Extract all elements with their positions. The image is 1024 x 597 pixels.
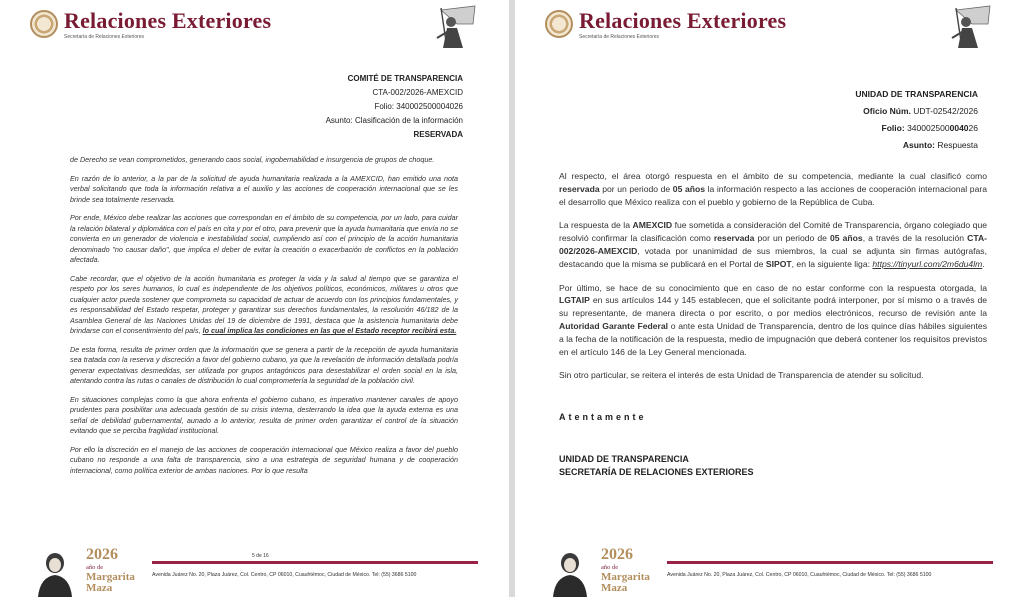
paragraph — [559, 170, 987, 208]
year-label: 2026 — [601, 546, 633, 563]
text: La respuesta de la — [559, 220, 630, 231]
year-label: 2026 — [86, 546, 118, 563]
document-page-right — [515, 0, 1024, 597]
document-metadata — [855, 86, 978, 154]
document-page-left — [0, 0, 509, 597]
text: , a través de la resolución — [862, 233, 965, 244]
asunto-line — [855, 137, 978, 154]
emphasized-text: reservada — [713, 233, 755, 244]
page-footer — [0, 542, 509, 597]
text: por un periodo de — [602, 183, 671, 194]
flag-bearer-emblem-icon — [427, 2, 479, 50]
paragraph — [70, 274, 458, 337]
brand-subtitle: Secretaría de Relaciones Exteriores — [64, 34, 145, 40]
flag-bearer-emblem-icon — [942, 2, 994, 50]
emphasized-text: lo cual implica las condiciones en las que el Estado receptor recibirá esta. — [202, 326, 457, 335]
brand-subtitle: Secretaría de Relaciones Exteriores — [579, 34, 660, 40]
body-text-left — [70, 155, 458, 484]
oficio-value: UDT-02542/2026 — [913, 106, 978, 116]
paragraph — [559, 219, 987, 270]
paragraph: de Derecho se vean comprometidos, generando caos social, ingobernabilidad e insurgencia de grupos de choque. — [70, 155, 435, 164]
honoree-first: Margarita — [86, 571, 135, 583]
text: por un periodo de — [757, 233, 827, 244]
text: en sus artículos 144 y 145 establecen, que el solicitante podrá interponer, por sí mismo o a través de su representante, de manera directa o por escrito, o por medios electrónicos, recurso de revisión ante la — [559, 295, 987, 319]
brand-title: Relaciones Exteriores — [579, 8, 787, 33]
text: , en la siguiente liga: — [791, 258, 871, 269]
page-footer — [515, 542, 1024, 597]
honoree-last: Maza — [601, 582, 628, 594]
text: fue sometida a consideración del Comité de Transparencia, órgano colegiado que resolvió confirmar la clasificación como — [559, 220, 988, 244]
footer-divider — [667, 561, 993, 564]
eagle-seal-icon — [545, 10, 573, 38]
brand-title: Relaciones Exteriores — [64, 8, 272, 33]
text: , votada por unanimidad de sus miembros, la cual se adjunta sin firmas autógrafas, destacando que la misma se publicará en el Portal de — [559, 245, 987, 269]
folio-post: 26 — [968, 123, 978, 133]
margarita-maza-portrait-icon — [549, 549, 591, 597]
year-honoree — [86, 572, 135, 594]
folio-pre: 340002500 — [907, 123, 950, 133]
folio-label: Folio: — [881, 123, 905, 133]
signature-ministry: SECRETARÍA DE RELACIONES EXTERIORES — [559, 467, 754, 477]
letterhead — [0, 0, 509, 50]
document-metadata — [326, 72, 463, 142]
year-subtitle: año de — [601, 564, 619, 571]
text: . — [982, 258, 985, 269]
asunto-value: Respuesta — [937, 140, 978, 150]
emphasized-text: LGTAIP — [559, 295, 590, 306]
unit-name: UNIDAD DE TRANSPARENCIA — [855, 89, 978, 99]
paragraph: En situaciones complejas como la que ahora enfrenta el gobierno cubano, es imperativo mantener canales de apoyo prudentes para posibilitar una adecuada gestión de su crisis interna, desterrando la idea que la ayuda externa es una señal de debilidad gubernamental, aunado a lo anterior, resulta de primer orden garantizar el control de la situación evitando que se perciba fragilidad institucional. — [70, 394, 458, 435]
paragraph-text: Cabe recordar, que el objetivo de la acción humanitaria es proteger la vida y la salud al tiempo que se garantiza el respeto por los seres humanos, lo cual es independiente de los objetivos políticos, económicos, militares u otros que cualquier actor pueda sostener que comprometa su capacidad de actuar de acuerdo con los principios fundamentales, y es responsabilidad del Estado respetar, proteger y garantizar sus derechos fundamentales, la resolución 46/182 de la Asamblea General de las Naciones Unidas del 19 de diciembre de 1991, destaca que la asistencia humanitaria debe brindarse con el consentimiento del país, — [70, 273, 458, 335]
footer-address: Avenida Juárez No. 20, Plaza Juárez, Col. Centro, CP 06010, Cuauhtémoc, Ciudad de México. Tel: (55) 3686 5100 — [667, 572, 932, 578]
signature-block — [559, 453, 754, 479]
paragraph: De esta forma, resulta de primer orden que la información que se genera a partir de la recepción de ayuda humanitaria sea tratada con la reserva y discreción a favor del gobierno cubano, ya que la revelación de información detallada podría generar expectativas desmedidas, ser utilizada por grupos antagónicos para desestabilizar el orden social en la isla, atentando contra las rutas o canales de distribución lo cual comprometería la seguridad de la población civil. — [70, 344, 458, 385]
closing-salutation: Atentamente — [559, 412, 647, 422]
text: Por último, se hace de su conocimiento que en caso de no estar conforme con la respuesta otorgada, la — [559, 282, 987, 293]
emphasized-text: SIPOT — [765, 258, 792, 269]
footer-address: Avenida Juárez No. 20, Plaza Juárez, Col. Centro, CP 06010, Cuauhtémoc, Ciudad de México. Tel: (55) 3686 5100 — [152, 572, 417, 578]
text: Al respecto, el área otorgó respuesta en el ámbito de su competencia, mediante la cual clasificó como — [559, 171, 987, 181]
margarita-maza-portrait-icon — [34, 549, 76, 597]
page-number: 5 de 16 — [252, 553, 269, 559]
committee-name: COMITÉ DE TRANSPARENCIA — [347, 74, 463, 83]
folio-number: Folio: 340002500004026 — [374, 102, 463, 111]
emphasized-text: reservada — [559, 183, 600, 194]
sipot-link[interactable]: https://tinyurl.com/2m6du4lm — [872, 258, 983, 269]
resolution-number: CTA-002/2026-AMEXCID — [372, 88, 463, 97]
folio-bold: 0040 — [949, 123, 969, 133]
paragraph — [559, 282, 987, 359]
body-text-right — [559, 170, 987, 393]
paragraph: En razón de lo anterior, a la par de la solicitud de ayuda humanitaria realizada a la AMEXCID, han emitido una nota verbal solicitando que toda la información relativa a el auxilio y las acciones de cooperación internacional que se les brinde sea totalmente reservada. — [70, 173, 458, 204]
asunto-label: Asunto: — [902, 140, 935, 150]
emphasized-text: AMEXCID — [632, 220, 673, 231]
paragraph: Por ello la discreción en el manejo de las acciones de cooperación internacional que México realiza a favor del pueblo cubano no responde a una falta de transparencia, sino a una estrategia de seguridad humana y de cooperación internacional, como política exterior de ambas naciones. Por lo que resulta — [70, 444, 458, 475]
emphasized-text: 05 años — [672, 183, 706, 194]
emphasized-text: CTA-002/2026-AMEXCID — [559, 233, 988, 256]
year-honoree — [601, 572, 650, 594]
paragraph: Sin otro particular, se reitera el interés de esta Unidad de Transparencia de atender su solicitud. — [559, 370, 924, 381]
subject-line: Asunto: Clasificación de la información — [325, 116, 463, 125]
year-subtitle: año de — [86, 564, 104, 571]
paragraph: Por ende, México debe realizar las acciones que correspondan en el ámbito de su competencia, por un lado, para cuidar la relación bilateral y diplomática con el país en cita y por el otro, para prevenir que la ayuda humanitaria que envía no se convierta en un generador de violencia e inestabilidad social, cumpliendo así con el principio de la acción humanitaria denominado "no causar daño", que implica el deber de evitar la creación o exacerbación de conflictos en la población afectada. — [70, 213, 458, 264]
signature-unit: UNIDAD DE TRANSPARENCIA — [559, 454, 689, 464]
reserved-status: RESERVADA — [413, 130, 463, 139]
emphasized-text: 05 años — [830, 233, 863, 244]
oficio-label: Oficio Núm. — [863, 106, 911, 116]
oficio-line — [855, 103, 978, 120]
text: o ante esta Unidad de Transparencia, dentro de los quince días hábiles siguientes a la fecha de la notificación de la respuesta, medio de impugnación que deberá contener los requisitos previstos en el artículo 146 de la Ley General mencionada. — [559, 320, 988, 357]
letterhead — [515, 0, 1024, 50]
footer-divider — [152, 561, 478, 564]
emphasized-text: Autoridad Garante Federal — [559, 320, 669, 331]
text: la información respecto a las acciones de cooperación internacional para el desarrollo que México realiza con el pueblo y gobierno de la República de Cuba. — [559, 183, 987, 207]
eagle-seal-icon — [30, 10, 58, 38]
honoree-last: Maza — [86, 582, 113, 594]
honoree-first: Margarita — [601, 571, 650, 583]
folio-line — [855, 120, 978, 137]
